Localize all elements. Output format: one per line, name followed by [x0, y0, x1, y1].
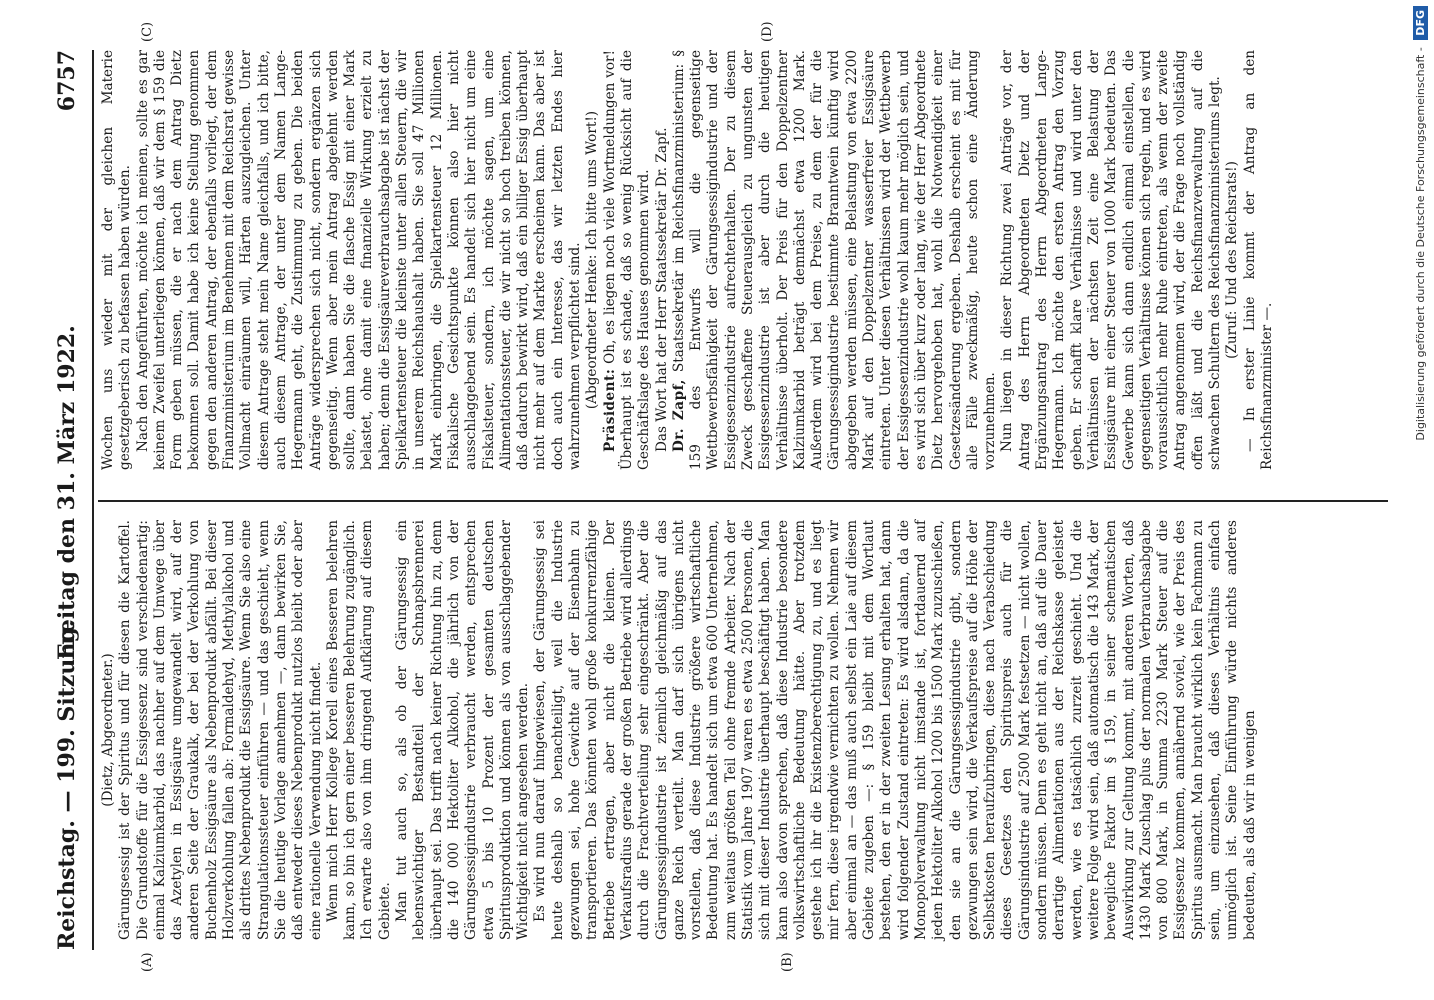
president-label: Präsident: — [601, 368, 618, 452]
margin-label-b: (B) — [780, 952, 795, 972]
paragraph: — In erster Linie kommt der Antrag an den Reichsfinanzminister —. — [1241, 50, 1275, 470]
paragraph: Gärungsessig ist der Spiritus und für diesen die Kartoffel. Die Grundstoffe für die Essigessenz sind verschiedenartig: einmal Kalziumkarbid, das nachher auf dem Umwege über das Azetylen in Essigsäure umgewandelt wird, auf der anderen Seite der Graukalk, der bei der Verkohlung von Buchenholz Essigsäure als Nebenprodukt abfällt. Bei dieser Holzverkohlung fallen ab: Formaldehyd, Methylalkohol und als drittes Nebenprodukt die Essigsäure. Wenn Sie also eine Strangulationssteuer einführen — und das geschieht, wenn Sie die heutige Vorlage annehmen —, dann bewirken Sie, daß entweder dieses Nebenprodukt nutzlos bleibt oder aber eine rationelle Verwendung nicht findet. — [117, 520, 324, 940]
interjection: (Zuruf: Und des Reichsrats!) — [1224, 161, 1241, 359]
speaker-note: (Dietz, Abgeordneter.) — [100, 653, 116, 807]
floor-text: Das Wort hat der Herr Staatssekretär Dr. Zapf. — [653, 127, 670, 452]
page-number: 6757 — [54, 50, 80, 112]
paragraph: Es wird nun darauf hingewiesen, der Gärungsessig sei heute deshalb so benachteiligt, weil die Industrie gezwungen sei, hohe Gewichte auf der Eisenbahn zu transportieren. Das könnten wohl große konkurrenzfähige Betriebe ertragen, aber nicht die kleinen. Der Verkaufsradius gerade der großen Betriebe wird allerdings durch die Frachtverteilung sehr eingeschränkt. Aber die Gärungsessigindustrie ist ziemlich gleichmäßig auf das ganze Reich verteilt. Man darf sich übrigens nicht vorstellen, daß diese Industrie größere wirtschaftliche Bedeutung hat. Es handelt sich um etwa 600 Unternehmen, zum weitaus größten Teil ohne fremde Arbeiter. Nach der Statistik vom Jahre 1907 waren es etwa 2500 Personen, die sich mit dieser Industrie überhaupt beschäftigt haben. Man kann also davon sprechen, daß diese Industrie besondere volkswirtschaftliche Bedeutung hätte. Aber trotzdem gestehe ich ihr die Existenzberechtigung zu, und es liegt mir fern, diese irgendwie vernichten zu wollen. Nehmen wir aber einmal an — das muß auch selbst ein Laie auf diesem Gebiete zugeben —: § 159 bleibt mit dem Wortlaut bestehen, den er in der zweiten Lesung erhalten hat, dann wird folgender Zustand eintreten: Es wird alsdann, da die Monopolverwaltung nicht imstande ist, fortdauernd auf jeden Hektoliter Alkohol 1200 bis 1500 Mark zuzuschießen, den sie an die Gärungsessigindustrie gibt, sondern gezwungen sein wird, die Verkaufspreise auf die Höhe der Selbstkosten heraufzubringen, diese nach Verabschiedung dieses Gesetzes den Spirituspreis auch für die Gärungsindustrie auf 2500 Mark festsetzen — nicht wollen, sondern müssen. Denn es geht nicht an, daß auf die Dauer derartige Alimentationen aus der Reichskasse geleistet werden, wie es tatsächlich zurzeit geschieht. Und die weitere Folge wird sein, daß automatisch die 143 Mark, der bewegliche Faktor im § 159, in seiner schematischen Auswirkung zur Geltung kommt, mit anderen Worten, daß 1430 Mark Zuschlag plus der normalen Verbrauchsabgabe von 800 Mark, in Summa 2230 Mark Steuer auf die Essigessenz kommen, annähernd soviel, wie der Preis des Spiritus ausmacht. Man braucht wirklich kein Fachmann zu sein, um einzusehen, daß dieses Verhältnis einfach unmöglich ist. Seine Einführung würde nichts anderes bedeuten, als daß wir in wenigen — [532, 520, 1258, 940]
paragraph: Wenn mich Herr Kollege Korell eines Besseren belehren kann, so bin ich gern einer besseren Belehrung zugänglich. Ich erwarte also von ihm dringend Aufklärung auf diesem Gebiete. — [324, 520, 393, 940]
paragraph: Wochen uns wieder mit der gleichen Materie gesetzgeberisch zu befassen haben würden. — [100, 50, 134, 470]
digitization-credit — [1410, 6, 1432, 996]
president-paragraph — [602, 50, 654, 470]
paragraph: Nun liegen in dieser Richtung zwei Anträge vor, der Antrag des Herrn Abgeordneten Dietz und der Ergänzungsantrag des Herrn Abgeordneten Lange-Hegermann. Ich möchte den ersten Antrag den Vorzug geben. Er schafft klare Verhältnisse und wird unter den Verhältnissen der nächsten Zeit eine Belastung der Essigsäure mit einer Steuer von 1000 Mark bedeuten. Das Gewerbe kann sich dann endlich einmal einstellen, die gegenseitigen Verhältnisse können sich regeln, und es wird voraussichtlich mehr Ruhe eintreten, als wenn der zweite Antrag angenommen wird, der die Frage noch vollständig offen läßt und die Reichsfinanzverwaltung auf die schwachen Schultern des Reichsfinanzministeriums legt. — [999, 50, 1223, 470]
header-rule — [92, 50, 94, 950]
left-column — [100, 520, 1259, 940]
column-rule — [98, 500, 1388, 502]
header-left: Reichstag. — 199. Sitzung. — [54, 619, 80, 950]
paragraph: Man tut auch so, als ob der Gärungsessig ein lebenswichtiger Bestandteil der Schnapsbrennerei überhaupt sei. Das trifft nach keiner Richtung hin zu, denn die 140 000 Hektoliter Alkohol, die jährlich von der Gärungsessigindustrie verbraucht werden, entsprechen etwa 5 bis 10 Prozent der gesamten deutschen Spiritusproduktion und können als von ausschlaggebender Wichtigkeit nicht angesehen werden. — [394, 520, 532, 940]
digitization-note: Digitalisierung gefördert durch die Deutsche Forschungsgemeinschaft - — [1414, 47, 1427, 441]
right-column — [100, 50, 1276, 470]
header-date: Freitag den 31. März 1922. — [54, 325, 80, 660]
president-text: Oh, es liegen noch viele Wortmeldungen vor! Überhaupt ist es schade, daß so wenig Rücksicht auf die Geschäftslage des Hauses genommen wird. — [601, 50, 653, 470]
margin-label-d: (D) — [760, 21, 775, 42]
zapf-paragraph — [671, 50, 1000, 470]
margin-label-c: (C) — [140, 21, 155, 42]
dfg-logo: DFG — [1413, 6, 1428, 40]
margin-label-a: (A) — [140, 952, 155, 972]
rotated-page — [20, 10, 1400, 990]
zapf-text: Staatssekretär im Reichsfinanzministerium: § 159 des Entwurfs will die gegenseitige Wettbewerbsfähigkeit der Gärungsessigindustrie und der Essigessenzindustrie aufrechterhalten. Der zu diesem Zweck geschaffene Steuerausgleich zu ungunsten der Essigessenzindustrie ist aber durch die heutigen Verhältnisse überholt. Der Preis für den Doppelzentner Kalziumkarbid beträgt demnächst etwa 1200 Mark. Außerdem wird bei dem Preise, zu dem der für die Gärungsessigindustrie bestimmte Branntwein künftig wird abgegeben werden müssen, eine Belastung von etwa 2200 Mark auf den Doppelzentner wasserfreier Essigsäure eintreten. Unter diesen Verhältnissen wird der Wettbewerb der Essigessenzindustrie wohl kaum mehr möglich sein, und es wird sich über kurz oder lang, wie der Herr Abgeordnete Dietz hervorgehoben hat, wohl die Notwendigkeit einer Gesetzesänderung ergeben. Deshalb erscheint es mit für alle Fälle zweckmäßig, heute schon eine Änderung vorzunehmen. — [670, 49, 999, 470]
zapf-name: Dr. Zapf, — [670, 379, 687, 452]
page-header — [50, 50, 84, 950]
paragraph: Nach den Angeführten, möchte ich meinen, sollte es gar keinem Zweifel unterliegen können, daß wir dem § 159 die Form geben müssen, die er nach dem Antrag Dietz bekommen soll. Damit habe ich keine Stellung genommen gegen den anderen Antrag, der ebenfalls vorliegt, der dem Finanzministerium im Benehmen mit dem Reichsrat gewisse Vollmacht einräumen will, Härten auszugleichen. Unter diesem Antrage steht mein Name gleichfalls, und ich bitte, auch diesem Antrage, der unter dem Namen Lange-Hegermann geht, die Zustimmung zu geben. Die beiden Anträge widersprechen sich nicht, sondern ergänzen sich gegenseitig. Wenn aber mein Antrag abgelehnt werden sollte, dann haben Sie die flasche Essig mit einer Mark belastet, ohne damit eine finanzielle Wirkung erzielt zu haben; denn die Essigsäureverbrauchsabgabe ist nächst der Spielkartensteuer die kleinste unter allen Steuern, die wir in unserem Reichshaushalt haben. Sie soll 47 Millionen Mark einbringen, die Spielkartensteuer 12 Millionen. Fiskalische Gesichtspunkte können also hier nicht ausschlaggebend sein. Es handelt sich hier nicht um eine Fiskalsteuer, sondern, ich möchte sagen, um eine Alimentationssteuer, die wir nicht so hoch treiben können, daß dadurch bewirkt wird, daß ein billiger Essig überhaupt nicht mehr auf dem Markte erscheinen kann. Das aber ist doch auch ein Interesse, das wir letzten Endes hier wahrzunehmen verpflichtet sind. — [134, 50, 584, 470]
interjection: (Abgeordneter Henke: Ich bitte ums Wort!) — [584, 110, 601, 410]
document-page — [20, 10, 1400, 990]
